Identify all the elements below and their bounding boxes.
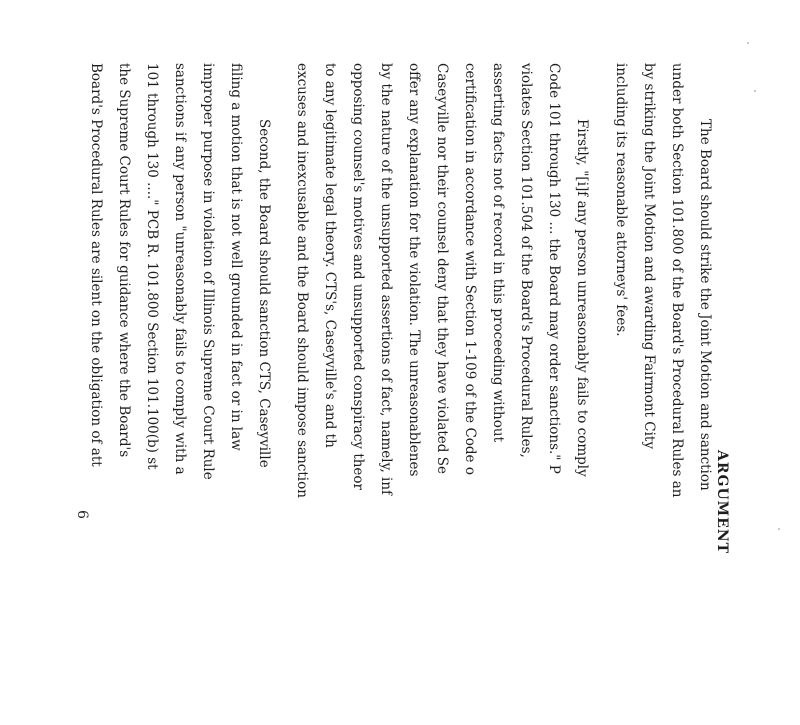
paragraph-line: violates Section 101.504 of the Board's Procedural Rules, — [518, 63, 534, 458]
paragraph-line: asserting facts not of record in this proceeding without — [490, 63, 506, 442]
paragraph-line: offer any explanation for the violation. The unreasonablenes — [406, 63, 422, 477]
paragraph-line: Code 101 through 130 ... the Board may order sanctions." P — [546, 63, 562, 474]
paragraph-line: certification in accordance with Section 1-109 of the Code o — [462, 63, 478, 475]
page-number: 6 — [74, 510, 90, 519]
paragraph-line: improper purpose in violation of Illinois Supreme Court Rule — [200, 63, 216, 480]
paragraph-line: filing a motion that is not well grounded in fact or in law — [228, 63, 244, 451]
paragraph-line: 101 through 130 ...." PCB R. 101.800 Section 101.100(b) st — [144, 63, 160, 470]
paragraph-line: opposing counsel's motives and unsupported conspiracy theor — [350, 63, 366, 491]
paragraph-line: including its reasonable attorneys' fees. — [613, 63, 629, 337]
document-page — [74, 5, 730, 725]
section-heading: ARGUMENT — [714, 450, 730, 555]
paragraph-line: Second, the Board should sanction CTS, Caseyville — [256, 119, 272, 468]
paragraph-line: Board's Procedural Rules are silent on the obligation of att — [88, 63, 104, 467]
scan-speck — [747, 42, 749, 44]
paragraph-line: the Supreme Court Rules for guidance where the Board's — [116, 63, 132, 458]
scan-speck — [778, 528, 780, 530]
paragraph-line: The Board should strike the Joint Motion and sanction — [697, 119, 713, 491]
paragraph-line: by the nature of the unsupported assertions of fact, namely, inf — [378, 63, 394, 496]
paragraph-line: Caseyville nor their counsel deny that they have violated Se — [434, 63, 450, 474]
paragraph-line: to any legitimate legal theory. CTS's, Caseyville's and th — [322, 63, 338, 448]
paragraph-line: sanctions if any person "unreasonably fails to comply with a — [172, 63, 188, 475]
paragraph-line: under both Section 101.800 of the Board's Procedural Rules an — [669, 63, 685, 498]
paragraph-line: by striking the Joint Motion and awarding Fairmont City — [641, 63, 657, 449]
scan-speck — [754, 90, 756, 92]
paragraph-line: Firstly, "[i]f any person unreasonably fails to comply — [574, 119, 590, 477]
paragraph-line: excuses and inexcusable and the Board should impose sanction — [294, 63, 310, 498]
